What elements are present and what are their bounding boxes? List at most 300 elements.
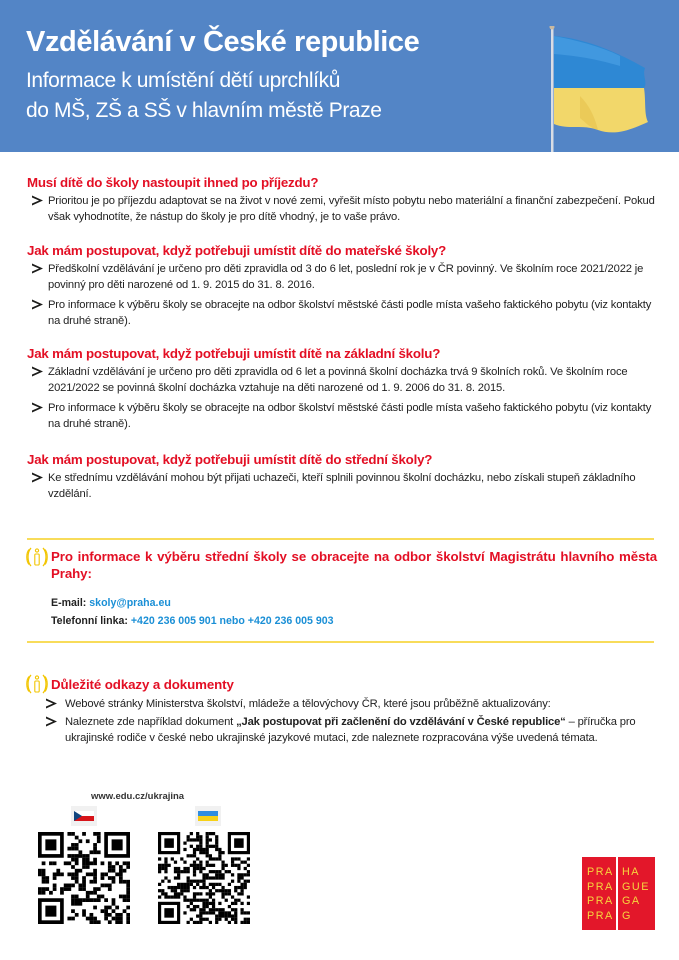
qr-module	[202, 886, 205, 889]
qr-module	[215, 914, 218, 917]
qr-module	[71, 895, 75, 899]
qr-module	[247, 911, 250, 914]
qr-module	[218, 902, 221, 905]
qr-module	[199, 864, 202, 867]
qr-module	[108, 865, 112, 869]
qr-module	[123, 909, 127, 913]
qr-module	[215, 889, 218, 892]
qr-module	[112, 869, 116, 873]
qr-module	[71, 872, 75, 876]
qr-module	[75, 861, 79, 865]
qr-module	[209, 908, 212, 911]
qr-module	[234, 889, 237, 892]
list-item	[27, 261, 657, 293]
edu-url[interactable]: www.edu.cz/ukrajina	[91, 791, 185, 802]
qr-module	[82, 854, 86, 858]
qr-module	[174, 867, 177, 870]
qr-module	[193, 848, 196, 851]
qr-module	[93, 861, 97, 865]
qr-module	[67, 861, 71, 865]
qr-module	[212, 876, 215, 879]
qr-module	[174, 876, 177, 879]
qr-module	[199, 835, 202, 838]
qr-module	[158, 864, 161, 867]
qr-module	[187, 886, 190, 889]
qr-module	[119, 865, 123, 869]
chevron-right-icon	[31, 262, 44, 275]
qr-module	[71, 858, 75, 862]
qr-module	[234, 914, 237, 917]
qr-module	[108, 869, 112, 873]
qr-module	[193, 864, 196, 867]
qr-module	[93, 880, 97, 884]
czech-flag-icon	[71, 806, 97, 826]
list-item	[45, 714, 657, 746]
qr-module	[199, 845, 202, 848]
qr-module	[237, 864, 240, 867]
section-arrival	[27, 175, 657, 229]
email-label: E-mail:	[51, 597, 87, 609]
qr-module	[168, 880, 171, 883]
qr-module	[38, 872, 42, 876]
qr-module	[93, 872, 97, 876]
qr-module	[237, 880, 240, 883]
qr-module	[177, 886, 180, 889]
qr-module	[212, 905, 215, 908]
qr-module	[199, 908, 202, 911]
qr-module	[199, 899, 202, 902]
qr-module	[228, 883, 231, 886]
qr-module	[221, 873, 224, 876]
qr-module	[158, 867, 161, 870]
qr-module	[237, 899, 240, 902]
qr-module	[202, 876, 205, 879]
qr-code-czech[interactable]	[38, 832, 130, 924]
qr-module	[45, 876, 49, 880]
qr-module	[82, 884, 86, 888]
subtitle-line-2: do MŠ, ZŠ a SŠ v hlavním městě Praze	[26, 99, 382, 122]
qr-module	[196, 864, 199, 867]
qr-module	[221, 892, 224, 895]
qr-module	[75, 836, 79, 840]
qr-module	[209, 921, 212, 924]
qr-module	[108, 887, 112, 891]
qr-module	[53, 887, 57, 891]
qr-module	[206, 864, 209, 867]
qr-module	[53, 876, 57, 880]
qr-module	[221, 851, 224, 854]
qr-module	[177, 873, 180, 876]
qr-module	[196, 914, 199, 917]
qr-module	[218, 873, 221, 876]
qr-module	[237, 892, 240, 895]
qr-module	[42, 891, 46, 895]
qr-module	[206, 838, 209, 841]
qr-module	[90, 917, 94, 921]
logo-text: GA	[622, 895, 641, 907]
qr-module	[206, 886, 209, 889]
logo-text: PRA	[587, 866, 614, 878]
qr-module	[206, 905, 209, 908]
qr-module	[42, 876, 46, 880]
qr-module	[67, 917, 71, 921]
qr-module	[75, 913, 79, 917]
qr-module	[158, 870, 161, 873]
qr-module	[75, 843, 79, 847]
qr-module	[218, 857, 221, 860]
email-contact	[51, 597, 171, 609]
qr-module	[231, 873, 234, 876]
page-title: Vzdělávání v České republice	[26, 26, 420, 58]
qr-module	[112, 880, 116, 884]
qr-module	[196, 832, 199, 835]
qr-module	[247, 918, 250, 921]
qr-module	[67, 854, 71, 858]
info-box-title: Pro informace k výběru střední školy se obracejte na odbor školství Magistrátu hlavního města Prahy:	[51, 549, 657, 581]
qr-module	[225, 870, 228, 873]
qr-module	[209, 892, 212, 895]
qr-module	[206, 899, 209, 902]
qr-module	[97, 887, 101, 891]
qr-module	[119, 895, 123, 899]
qr-module	[193, 905, 196, 908]
qr-module	[247, 921, 250, 924]
qr-module	[71, 884, 75, 888]
qr-module	[209, 857, 212, 860]
qr-module	[209, 911, 212, 914]
qr-module	[112, 909, 116, 913]
qr-module	[202, 873, 205, 876]
qr-module	[202, 848, 205, 851]
chevron-right-icon	[31, 298, 44, 311]
qr-module	[221, 911, 224, 914]
qr-module	[123, 880, 127, 884]
qr-module	[71, 847, 75, 851]
qr-module	[56, 869, 60, 873]
qr-module	[215, 842, 218, 845]
qr-module	[225, 911, 228, 914]
qr-module	[93, 898, 97, 902]
qr-module	[225, 918, 228, 921]
qr-module	[187, 883, 190, 886]
qr-module	[187, 870, 190, 873]
qr-module	[104, 909, 108, 913]
qr-module	[126, 887, 130, 891]
qr-module	[115, 913, 119, 917]
qr-module	[164, 895, 167, 898]
qr-module	[168, 895, 171, 898]
qr-module	[119, 913, 123, 917]
qr-module	[119, 920, 123, 924]
phone-link[interactable]: +420 236 005 901 nebo +420 236 005 903	[130, 615, 334, 627]
qr-module	[90, 891, 94, 895]
qr-module	[240, 902, 243, 905]
qr-module	[75, 872, 79, 876]
qr-module	[75, 880, 79, 884]
qr-module	[104, 884, 108, 888]
qr-module	[202, 905, 205, 908]
qr-module	[221, 886, 224, 889]
qr-module	[126, 917, 130, 921]
qr-module	[221, 867, 224, 870]
logo-text: PRA	[587, 909, 614, 922]
qr-module	[123, 895, 127, 899]
qr-module	[202, 908, 205, 911]
qr-module	[206, 911, 209, 914]
qr-module	[93, 858, 97, 862]
qr-module	[38, 887, 42, 891]
qr-module	[126, 884, 130, 888]
qr-module	[71, 865, 75, 869]
qr-module	[56, 872, 60, 876]
qr-module	[212, 902, 215, 905]
qr-module	[115, 872, 119, 876]
list-item	[27, 297, 657, 329]
qr-module	[209, 838, 212, 841]
qr-module	[240, 921, 243, 924]
qr-module	[82, 865, 86, 869]
qr-module	[97, 836, 101, 840]
info-icon	[26, 673, 48, 695]
qr-module	[90, 898, 94, 902]
qr-module	[67, 887, 71, 891]
qr-module	[206, 876, 209, 879]
qr-module	[75, 854, 79, 858]
qr-module	[234, 899, 237, 902]
qr-module	[209, 876, 212, 879]
qr-module	[93, 850, 97, 854]
qr-module	[193, 870, 196, 873]
qr-module	[240, 911, 243, 914]
qr-module	[196, 857, 199, 860]
qr-module	[86, 895, 90, 899]
divider-bottom	[27, 641, 654, 643]
qr-module	[86, 839, 90, 843]
qr-module	[212, 908, 215, 911]
qr-module	[206, 873, 209, 876]
qr-module	[218, 914, 221, 917]
email-link[interactable]: skoly@praha.eu	[89, 597, 171, 609]
qr-module	[228, 905, 231, 908]
qr-module	[193, 851, 196, 854]
list-item	[27, 364, 657, 396]
qr-module	[75, 902, 79, 906]
qr-module	[161, 892, 164, 895]
qr-module	[193, 873, 196, 876]
qr-module	[101, 872, 105, 876]
qr-module	[228, 892, 231, 895]
qr-module	[196, 867, 199, 870]
phone-contact	[51, 615, 334, 627]
qr-module	[78, 854, 82, 858]
qr-module	[75, 847, 79, 851]
qr-module	[234, 908, 237, 911]
qr-module	[190, 908, 193, 911]
qr-module	[108, 861, 112, 865]
qr-module	[234, 921, 237, 924]
qr-module	[240, 883, 243, 886]
qr-module	[190, 845, 193, 848]
qr-module	[75, 869, 79, 873]
qr-module	[101, 884, 105, 888]
qr-module	[218, 908, 221, 911]
qr-module	[202, 880, 205, 883]
qr-module	[49, 891, 53, 895]
qr-module	[71, 898, 75, 902]
qr-module	[86, 854, 90, 858]
qr-module	[247, 864, 250, 867]
qr-module	[93, 869, 97, 873]
qr-module	[187, 854, 190, 857]
list-item-text: Webové stránky Ministerstva školství, mládeže a tělovýchovy ČR, které jsou průběžně aktualizovány:	[65, 698, 551, 710]
qr-module	[112, 917, 116, 921]
qr-module	[240, 876, 243, 879]
qr-module	[108, 876, 112, 880]
qr-module	[101, 861, 105, 865]
chevron-right-icon	[31, 471, 44, 484]
qr-module	[115, 906, 119, 910]
qr-code-ukrainian[interactable]	[158, 832, 250, 924]
qr-module	[108, 913, 112, 917]
qr-module	[183, 895, 186, 898]
qr-module	[228, 889, 231, 892]
qr-module	[64, 884, 68, 888]
qr-module	[206, 892, 209, 895]
qr-module	[78, 887, 82, 891]
qr-finder-pattern	[164, 908, 174, 918]
list-item-text: Základní vzdělávání je určeno pro děti zpravidla od 6 let a povinná školní docházka trvá 9 školních roků. Ve školním roce 2021/2022 se povinná školní docházka vztahuje na děti narozené od 1. 9. 2006 do 31. 8. 2015.	[48, 366, 628, 394]
qr-module	[231, 864, 234, 867]
qr-module	[64, 887, 68, 891]
qr-module	[42, 887, 46, 891]
qr-module	[82, 909, 86, 913]
qr-module	[108, 884, 112, 888]
qr-module	[183, 889, 186, 892]
qr-module	[158, 889, 161, 892]
qr-module	[193, 854, 196, 857]
qr-module	[209, 883, 212, 886]
qr-module	[199, 867, 202, 870]
qr-module	[177, 895, 180, 898]
qr-module	[112, 865, 116, 869]
qr-module	[234, 864, 237, 867]
qr-module	[218, 889, 221, 892]
qr-module	[215, 921, 218, 924]
qr-module	[82, 832, 86, 836]
qr-module	[196, 880, 199, 883]
qr-module	[180, 870, 183, 873]
qr-module	[190, 880, 193, 883]
qr-module	[221, 876, 224, 879]
qr-module	[212, 886, 215, 889]
qr-module	[209, 845, 212, 848]
qr-module	[231, 908, 234, 911]
qr-module	[193, 867, 196, 870]
qr-module	[112, 902, 116, 906]
qr-module	[206, 851, 209, 854]
qr-module	[199, 870, 202, 873]
qr-module	[126, 906, 130, 910]
qr-module	[86, 858, 90, 862]
qr-module	[86, 865, 90, 869]
qr-module	[209, 870, 212, 873]
qr-module	[196, 838, 199, 841]
qr-module	[93, 891, 97, 895]
qr-module	[97, 850, 101, 854]
qr-module	[237, 873, 240, 876]
qr-module	[67, 832, 71, 836]
qr-module	[82, 858, 86, 862]
qr-module	[187, 880, 190, 883]
qr-module	[60, 887, 64, 891]
list-item-text: Předškolní vzdělávání je určeno pro děti zpravidla od 3 do 6 let, poslední rok je v ČR povinný. Ve školním roce 2021/2022 je povinný pro děti narozené od 1. 9. 2015 do 31. 8. 2016.	[48, 263, 644, 291]
qr-module	[240, 892, 243, 895]
qr-module	[126, 865, 130, 869]
qr-module	[42, 872, 46, 876]
qr-module	[199, 914, 202, 917]
qr-module	[75, 895, 79, 899]
qr-module	[221, 861, 224, 864]
qr-module	[42, 880, 46, 884]
qr-module	[187, 921, 190, 924]
qr-module	[86, 917, 90, 921]
qr-module	[247, 870, 250, 873]
qr-module	[86, 891, 90, 895]
qr-module	[123, 861, 127, 865]
logo-text: G	[622, 909, 632, 922]
qr-module	[38, 869, 42, 873]
qr-module	[218, 911, 221, 914]
qr-module	[187, 838, 190, 841]
qr-module	[193, 838, 196, 841]
qr-module	[171, 857, 174, 860]
qr-module	[119, 876, 123, 880]
qr-module	[126, 861, 130, 865]
qr-module	[101, 876, 105, 880]
qr-module	[67, 872, 71, 876]
qr-module	[93, 876, 97, 880]
qr-module	[193, 886, 196, 889]
qr-module	[161, 889, 164, 892]
qr-module	[112, 876, 116, 880]
qr-module	[206, 854, 209, 857]
qr-module	[177, 876, 180, 879]
qr-module	[86, 861, 90, 865]
qr-module	[234, 911, 237, 914]
qr-module	[90, 913, 94, 917]
qr-module	[164, 857, 167, 860]
qr-module	[215, 857, 218, 860]
logo-divider	[616, 857, 618, 930]
qr-module	[240, 886, 243, 889]
qr-module	[247, 895, 250, 898]
qr-finder-pattern	[164, 838, 174, 848]
qr-module	[240, 861, 243, 864]
qr-module	[196, 845, 199, 848]
qr-module	[215, 873, 218, 876]
qr-module	[180, 883, 183, 886]
qr-module	[104, 913, 108, 917]
qr-module	[164, 861, 167, 864]
qr-module	[209, 864, 212, 867]
qr-module	[82, 913, 86, 917]
qr-module	[177, 867, 180, 870]
qr-module	[123, 898, 127, 902]
qr-module	[196, 921, 199, 924]
qr-module	[177, 892, 180, 895]
qr-module	[206, 902, 209, 905]
qr-module	[231, 902, 234, 905]
